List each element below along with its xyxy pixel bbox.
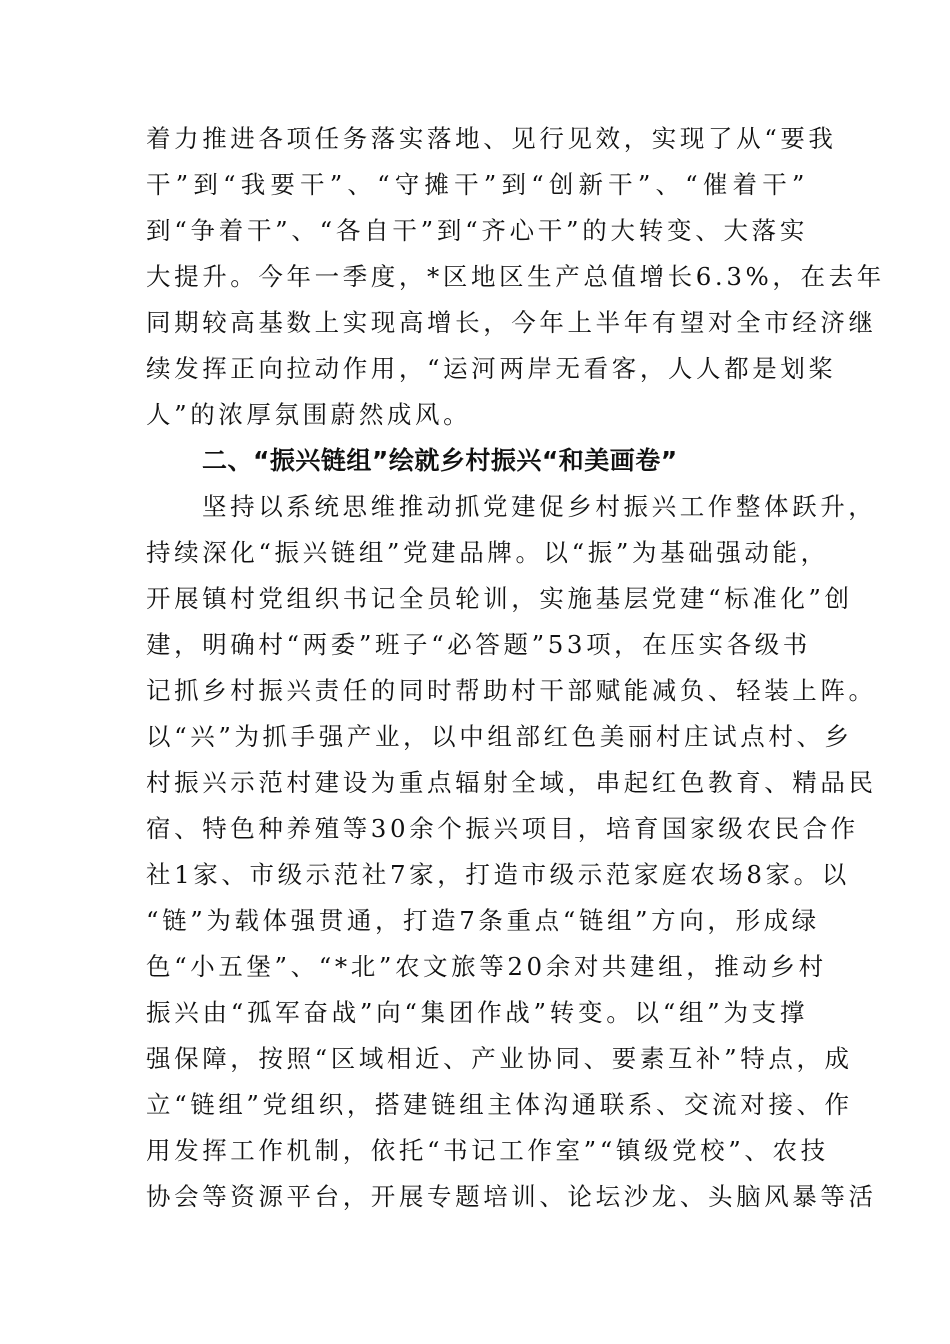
text-line: 宿、特色种养殖等30余个振兴项目，培育国家级农民合作 bbox=[146, 814, 859, 843]
text-line: 大提升。今年一季度，*区地区生产总值增长6.3%，在去年 bbox=[146, 262, 885, 291]
text-line: 人”的浓厚氛围蔚然成风。 bbox=[146, 400, 472, 429]
text-line: 以“兴”为抓手强产业，以中组部红色美丽村庄试点村、乡 bbox=[146, 722, 853, 751]
text-line: 开展镇村党组织书记全员轮训，实施基层党建“标准化”创 bbox=[146, 584, 853, 613]
text-line: 坚持以系统思维推动抓党建促乡村振兴工作整体跃升， bbox=[202, 492, 877, 521]
text-line: 立“链组”党组织，搭建链组主体沟通联系、交流对接、作 bbox=[146, 1090, 853, 1119]
text-line: 协会等资源平台，开展专题培训、论坛沙龙、头脑风暴等活 bbox=[146, 1182, 877, 1211]
text-line: 续发挥正向拉动作用，“运河两岸无看客，人人都是划桨 bbox=[146, 354, 837, 383]
text-line: 着力推进各项任务落实落地、见行见效，实现了从“要我 bbox=[146, 124, 837, 153]
text-line: “链”为载体强贯通，打造7条重点“链组”方向，形成绿 bbox=[146, 906, 820, 935]
text-line: 村振兴示范村建设为重点辐射全域，串起红色教育、精品民 bbox=[146, 768, 877, 797]
text-line: 社1家、市级示范社7家，打造市级示范家庭农场8家。以 bbox=[146, 860, 850, 889]
section-heading: 二、“振兴链组”绘就乡村振兴“和美画卷” bbox=[202, 446, 678, 475]
paragraph-1 bbox=[146, 116, 885, 438]
paragraph-2 bbox=[146, 484, 877, 1220]
text-line: 振兴由“孤军奋战”向“集团作战”转变。以“组”为支撑 bbox=[146, 998, 808, 1027]
text-line: 到“争着干”、“各自干”到“齐心干”的大转变、大落实 bbox=[146, 216, 808, 245]
text-line: 同期较高基数上实现高增长，今年上半年有望对全市经济继 bbox=[146, 308, 877, 337]
text-line: 建，明确村“两委”班子“必答题”53项，在压实各级书 bbox=[146, 630, 811, 659]
text-line: 记抓乡村振兴责任的同时帮助村干部赋能减负、轻装上阵。 bbox=[146, 676, 877, 705]
text-line: 用发挥工作机制，依托“书记工作室”“镇级党校”、农技 bbox=[146, 1136, 829, 1165]
document-body bbox=[146, 116, 885, 1220]
text-line: 色“小五堡”、“*北”农文旅等20余对共建组，推动乡村 bbox=[146, 952, 827, 981]
text-line: 强保障，按照“区域相近、产业协同、要素互补”特点，成 bbox=[146, 1044, 853, 1073]
text-line: 持续深化“振兴链组”党建品牌。以“振”为基础强动能， bbox=[146, 538, 829, 567]
text-line: 干”到“我要干”、“守摊干”到“创新干”、“催着干” bbox=[146, 170, 808, 199]
